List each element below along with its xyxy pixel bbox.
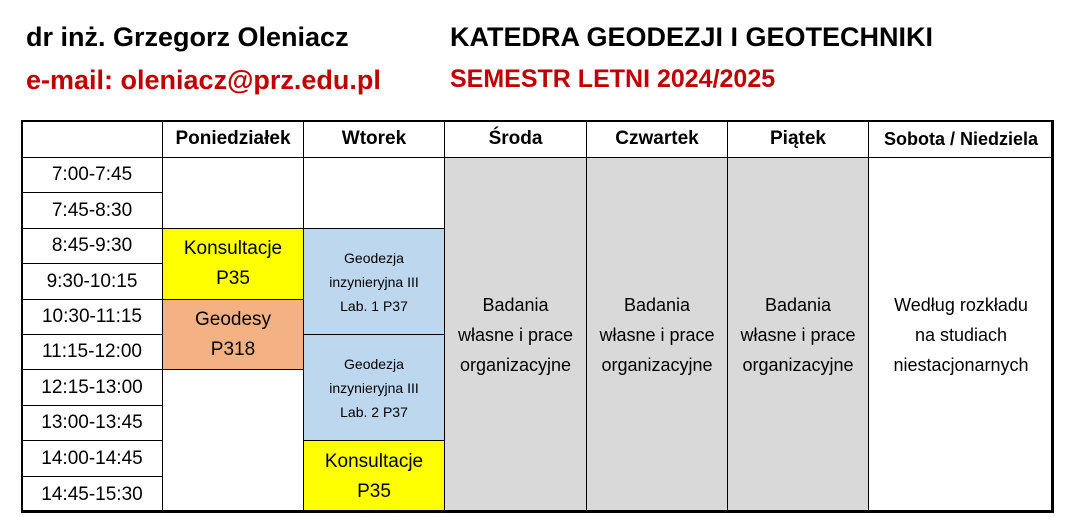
lecturer-name: dr inż. Grzegorz Oleniacz (26, 22, 349, 52)
time-slot: 14:00-14:45 (21, 440, 163, 477)
thursday-research-line-1: Badania (623, 295, 691, 315)
monday-geodesy-class-line-1: Geodesy (194, 308, 272, 330)
time-slot: 9:30-10:15 (21, 263, 163, 300)
tuesday-lab-2-line-1: Geodezja (344, 355, 404, 372)
tuesday-lab-1-line-2: inzynieryjna III (329, 273, 419, 290)
wednesday-research-line-2: własne i prace (457, 325, 574, 345)
friday-research-line-1: Badania (764, 295, 832, 315)
thursday-research-line-2: własne i prace (599, 325, 715, 345)
day-header-tuesday: Wtorek (303, 120, 445, 158)
tuesday-lab-2-line-3: Lab. 2 P37 (340, 403, 408, 420)
monday-consultations-line-2: P35 (216, 268, 250, 289)
semester-title: SEMESTR LETNI 2024/2025 (450, 65, 776, 93)
thursday-research (586, 157, 728, 513)
day-header-thursday: Czwartek (586, 120, 728, 158)
time-slot: 12:15-13:00 (21, 369, 163, 406)
department-title: KATEDRA GEODEZJI I GEOTECHNIKI (450, 22, 934, 52)
friday-research-line-3: organizacyjne (742, 355, 854, 375)
wednesday-research-line-3: organizacyjne (459, 355, 572, 375)
weekend-schedule-note-line-3: niestacjonarnych (893, 355, 1029, 375)
time-slot: 7:00-7:45 (21, 157, 163, 193)
thursday-research-line-3: organizacyjne (601, 355, 713, 375)
lecturer-email: e-mail: oleniacz@prz.edu.pl (26, 65, 381, 95)
day-header-weekend: Sobota / Niedziela (868, 120, 1054, 158)
tuesday-lab-1 (303, 228, 445, 335)
time-slot: 14:45-15:30 (21, 476, 163, 513)
tuesday-lab-1-line-1: Geodezja (344, 249, 404, 266)
wednesday-research (444, 157, 587, 513)
time-slot: 13:00-13:45 (21, 405, 163, 441)
monday-geodesy-class (162, 299, 304, 370)
time-slot: 7:45-8:30 (21, 192, 163, 229)
wednesday-research-line-1: Badania (482, 295, 549, 315)
tuesday-consultations (303, 440, 445, 513)
tuesday-lab-2 (303, 334, 445, 441)
monday-consultations (162, 228, 304, 300)
day-header-wednesday: Środa (444, 120, 587, 158)
header-corner-cell (21, 120, 163, 158)
weekend-schedule-note (868, 157, 1054, 513)
tuesday-empty-morning (303, 157, 445, 229)
monday-empty-morning (162, 157, 304, 229)
monday-empty-afternoon (162, 369, 304, 513)
tuesday-consultations-line-1: Konsultacje (324, 450, 424, 472)
weekend-schedule-note-line-1: Według rozkładu (894, 295, 1028, 315)
time-slot: 11:15-12:00 (21, 334, 163, 370)
tuesday-lab-2-line-2: inzynieryjna III (329, 379, 419, 396)
weekend-schedule-note-line-2: na studiach (914, 325, 1008, 345)
time-slot: 8:45-9:30 (21, 228, 163, 264)
monday-consultations-line-1: Konsultacje (183, 238, 283, 259)
friday-research (727, 157, 869, 513)
time-slot: 10:30-11:15 (21, 299, 163, 335)
tuesday-lab-1-line-3: Lab. 1 P37 (340, 297, 408, 314)
day-header-monday: Poniedziałek (162, 120, 304, 158)
day-header-friday: Piątek (727, 120, 869, 158)
tuesday-consultations-line-2: P35 (357, 480, 391, 502)
monday-geodesy-class-line-2: P318 (210, 338, 256, 360)
friday-research-line-2: własne i prace (740, 325, 856, 345)
